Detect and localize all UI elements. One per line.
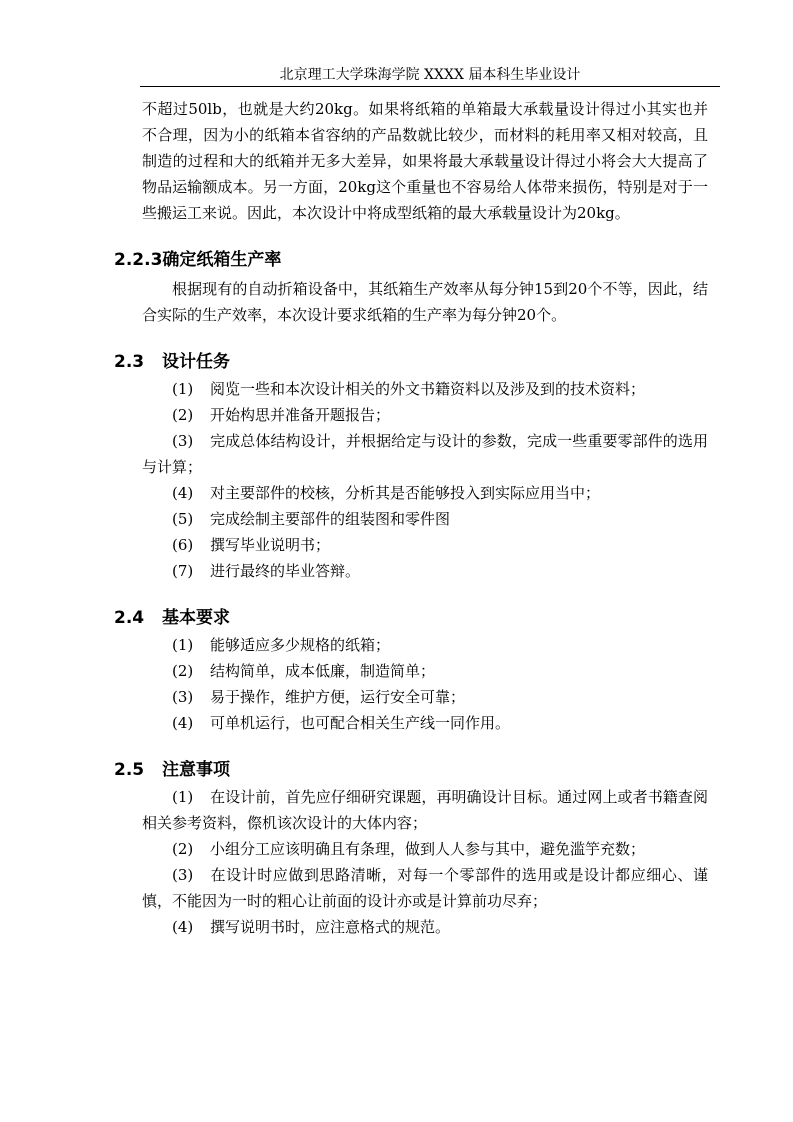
notes-list — [142, 784, 708, 940]
basic-requirements-list — [142, 632, 708, 736]
list-item: (7) 进行最终的毕业答辩。 — [172, 562, 361, 580]
section-title: 注意事项 — [162, 760, 230, 780]
page-header: 北京理工大学珠海学院 XXXX 届本科生毕业设计 — [279, 67, 581, 83]
section-number: 2.4 — [114, 608, 145, 628]
design-task-list — [142, 376, 708, 584]
list-item: (2) 结构简单，成本低廉，制造简单； — [172, 662, 436, 680]
header-rule — [140, 86, 720, 87]
section-number: 2.3 — [114, 352, 145, 372]
list-item: (6) 撰写毕业说明书； — [172, 536, 331, 554]
section-heading-2-2-3: 2.2.3确定纸箱生产率 — [114, 250, 282, 270]
list-item: (5) 完成绘制主要部件的组装图和零件图 — [172, 510, 451, 528]
list-item: (4) 可单机运行，也可配合相关生产线一同作用。 — [172, 714, 511, 732]
section-title: 基本要求 — [162, 608, 230, 628]
list-item: (4) 对主要部件的校核，分析其是否能够投入到实际应用当中； — [172, 484, 601, 502]
section-title: 设计任务 — [162, 352, 230, 372]
section-heading-2-5 — [114, 758, 680, 782]
list-item: (3) 易于操作，维护方便，运行安全可靠； — [172, 688, 466, 706]
list-item: (3) 在设计时应做到思路清晰，对每一个零部件的选用或是设计都应细心、谨慎，不能因为一时的粗心让前面的设计亦或是计算前功尽弃； — [142, 866, 708, 910]
section-heading-2-4 — [114, 606, 680, 630]
list-item: (2) 小组分工应该明确且有条理，做到人人参与其中，避免滥竽充数； — [172, 840, 646, 858]
document-body — [114, 96, 708, 940]
list-item: (1) 在设计前，首先应仔细研究课题，再明确设计目标。通过网上或者书籍查阅相关参考资料，傺机该次设计的大体内容； — [142, 788, 708, 832]
section-heading-2-3 — [114, 350, 680, 374]
list-item: (4) 撰写说明书时，应注意格式的规范。 — [172, 918, 451, 936]
intro-paragraph: 不超过50lb，也就是大约20kg。如果将纸箱的单箱最大承载量设计得过小其实也并不合理，因为小的纸箱本省容纳的产品数就比较少，而材料的耗用率又相对较高，且制造的过程和大的纸箱并无多大差异，如果将最大承载量设计得过小将会大大提高了物品运输额成本。另一方面，20kg这个重量也不容易给人体带来损伤，特别是对于一些搬运工来说。因此，本次设计中将成型纸箱的最大承载量设计为20kg。 — [142, 100, 708, 222]
list-item: (1) 能够适应多少规格的纸箱； — [172, 636, 391, 654]
list-item: (2) 开始构思并准备开题报告； — [172, 406, 391, 424]
section-2-2-3-paragraph: 根据现有的自动折箱设备中，其纸箱生产效率从每分钟15到20个不等，因此，结合实际的生产效率，本次设计要求纸箱的生产率为每分钟20个。 — [142, 280, 708, 324]
list-item: (3) 完成总体结构设计，并根据给定与设计的参数，完成一些重要零部件的选用与计算； — [142, 432, 708, 476]
section-number: 2.5 — [114, 760, 145, 780]
list-item: (1) 阅览一些和本次设计相关的外文书籍资料以及涉及到的技术资料； — [172, 380, 646, 398]
